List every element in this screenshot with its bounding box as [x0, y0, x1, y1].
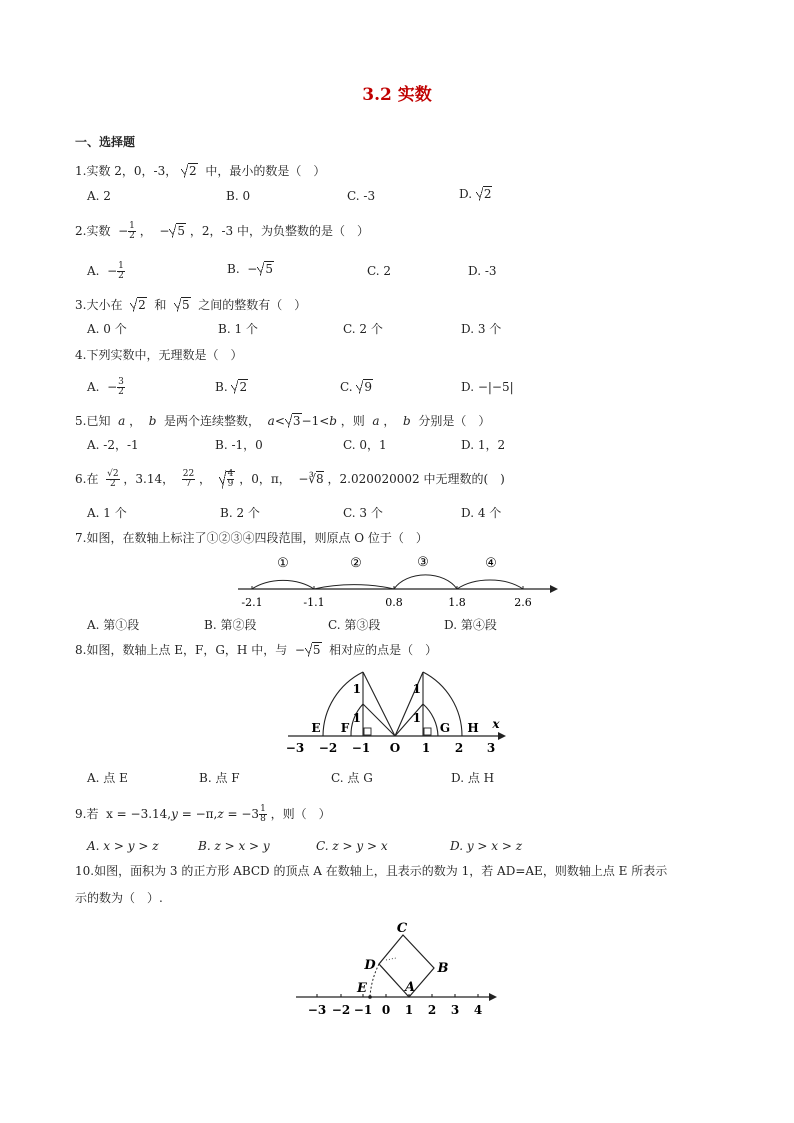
- question-text: 9.若 x = −3.14,y = −π,z = −3 $\frac{1}{8}$ ，则（ ）: [75, 804, 331, 824]
- tick-label: 2: [454, 741, 464, 755]
- unit-label: 1: [412, 711, 421, 725]
- question-text: 5.已知 a ， b 是两个连续整数， a< 3−1<b ，则 a ， b 分别是（ ）: [75, 414, 491, 428]
- square-number-line-figure: [292, 918, 502, 1020]
- option-d[interactable]: D. 第④段: [444, 618, 497, 632]
- question-text: 8.如图，数轴上点 E，F，G，H 中，与 − 5 相对应的点是（ ）: [75, 643, 438, 657]
- axis-arrow: [489, 993, 497, 1001]
- point-label-e: E: [311, 721, 321, 735]
- tick-label: -1.1: [303, 596, 325, 609]
- vertex-label-a: A: [404, 980, 416, 995]
- vertex-label-b: B: [437, 961, 449, 976]
- point-label-e: E: [357, 981, 367, 996]
- number-line-figure: [230, 550, 560, 612]
- option-c[interactable]: C. z > y > x: [316, 839, 388, 853]
- option-b[interactable]: B. 第②段: [204, 618, 257, 632]
- axis-label: x: [492, 717, 500, 731]
- option-b[interactable]: B. 2 个: [220, 506, 260, 520]
- option-c[interactable]: C. 3 个: [343, 506, 383, 520]
- segment-arc-4: [457, 580, 523, 589]
- segment-label-1: ①: [277, 556, 289, 571]
- option-d[interactable]: D. y > x > z: [450, 839, 523, 853]
- option-c[interactable]: C. 点 G: [331, 771, 373, 785]
- point-e: [368, 995, 372, 999]
- option-a[interactable]: A. x > y > z: [87, 839, 159, 853]
- axis-arrow: [550, 585, 558, 593]
- tick-label: 3: [486, 741, 496, 755]
- option-b[interactable]: B. 2: [215, 380, 248, 394]
- question-text-line-1: 10.如图，面积为 3 的正方形 ABCD 的顶点 A 在数轴上，且表示的数为 1，若 AD=AE，则数轴上点 E 所表示: [75, 864, 668, 878]
- option-d[interactable]: D. 3 个: [461, 322, 502, 336]
- segment-label-4: ④: [485, 556, 497, 571]
- option-d[interactable]: D. -3: [468, 264, 497, 278]
- tick-label: 2: [427, 1003, 437, 1017]
- tick-label: −2: [318, 741, 338, 755]
- axis-arrow: [498, 732, 506, 740]
- option-a[interactable]: A. − $\frac{3}{2}$: [87, 377, 124, 397]
- number-line-figure: [283, 660, 513, 760]
- option-b[interactable]: B. − 5: [227, 262, 273, 276]
- option-a[interactable]: A. -2，-1: [87, 438, 139, 452]
- option-b[interactable]: B. 0: [226, 189, 251, 203]
- question-text: 6.在 $\frac{√2}{2}$ ，3.14， $\frac{22}{7}$ ， $\frac{4}{9}$ ，0，π， −∛8 ，2.020020002 中无理数的( ): [75, 469, 505, 489]
- tick-label: 0.8: [385, 596, 403, 609]
- tick-label: -2.1: [241, 596, 263, 609]
- tick-label: 1: [421, 741, 431, 755]
- point-label-g: G: [439, 721, 451, 735]
- unit-label: 1: [352, 711, 361, 725]
- question-text-line-2: 示的数为（ ）.: [75, 891, 163, 905]
- question-text: 1.实数 2，0，-3， 2 中，最小的数是（ ）: [75, 164, 326, 178]
- option-a[interactable]: A. − $\frac{1}{2}$: [87, 261, 124, 281]
- option-b[interactable]: B. -1，0: [215, 438, 263, 452]
- tick-label: 1: [404, 1003, 414, 1017]
- tick-label: 1.8: [448, 596, 466, 609]
- tick-label: −2: [331, 1003, 351, 1017]
- question-text: 2.实数 − $\frac{1}{2}$ ， − 5 ，2，-3 中，为负整数的是（ ）: [75, 221, 369, 241]
- tick-label: −1: [351, 741, 371, 755]
- option-c[interactable]: C. 2: [367, 264, 392, 278]
- question-text: 7.如图，在数轴上标注了①②③④四段范围，则原点 O 位于（ ）: [75, 531, 428, 545]
- tick-label: 0: [381, 1003, 391, 1017]
- tick-label: −3: [307, 1003, 327, 1017]
- tick-label: 3: [450, 1003, 460, 1017]
- segment-label-3: ③: [417, 555, 429, 570]
- point-label-h: H: [467, 721, 479, 735]
- tick-label: −3: [285, 741, 305, 755]
- vertex-label-d: D: [364, 958, 376, 973]
- tick-label: −1: [353, 1003, 373, 1017]
- segment-arc-2: [314, 585, 394, 589]
- unit-label: 1: [412, 682, 421, 696]
- option-b[interactable]: B. 点 F: [199, 771, 240, 785]
- tick-label: 2.6: [514, 596, 532, 609]
- option-d[interactable]: D. 4 个: [461, 506, 502, 520]
- unit-label: 1: [352, 682, 361, 696]
- option-a[interactable]: A. 1 个: [87, 506, 127, 520]
- option-c[interactable]: C. 9: [340, 380, 373, 394]
- vertex-label-c: C: [396, 921, 408, 936]
- option-b[interactable]: B. z > x > y: [198, 839, 270, 853]
- page-title: 3.2 实数: [362, 85, 432, 105]
- option-a[interactable]: A. 点 E: [87, 771, 128, 785]
- option-a[interactable]: A. 0 个: [87, 322, 127, 336]
- segment-arc-3: [394, 575, 457, 589]
- option-c[interactable]: C. 2 个: [343, 322, 383, 336]
- option-a[interactable]: A. 第①段: [87, 618, 140, 632]
- tick-label: O: [389, 741, 401, 755]
- option-d[interactable]: D. −|−5|: [461, 380, 514, 394]
- section-heading: 一、选择题: [75, 135, 136, 149]
- point-label-f: F: [340, 721, 350, 735]
- option-c[interactable]: C. -3: [347, 189, 376, 203]
- option-c[interactable]: C. 第③段: [328, 618, 381, 632]
- segment-label-2: ②: [350, 556, 362, 571]
- segment-arc-1: [252, 580, 314, 589]
- option-b[interactable]: B. 1 个: [218, 322, 258, 336]
- option-c[interactable]: C. 0，1: [343, 438, 387, 452]
- option-d[interactable]: D. 2: [459, 187, 492, 201]
- question-text: 4.下列实数中，无理数是（ ）: [75, 348, 243, 362]
- tick-label: 4: [473, 1003, 483, 1017]
- question-text: 3.大小在 2 和 5 之间的整数有（ ）: [75, 298, 307, 312]
- option-d[interactable]: D. 1，2: [461, 438, 506, 452]
- option-d[interactable]: D. 点 H: [451, 771, 495, 785]
- option-a[interactable]: A. 2: [87, 189, 111, 203]
